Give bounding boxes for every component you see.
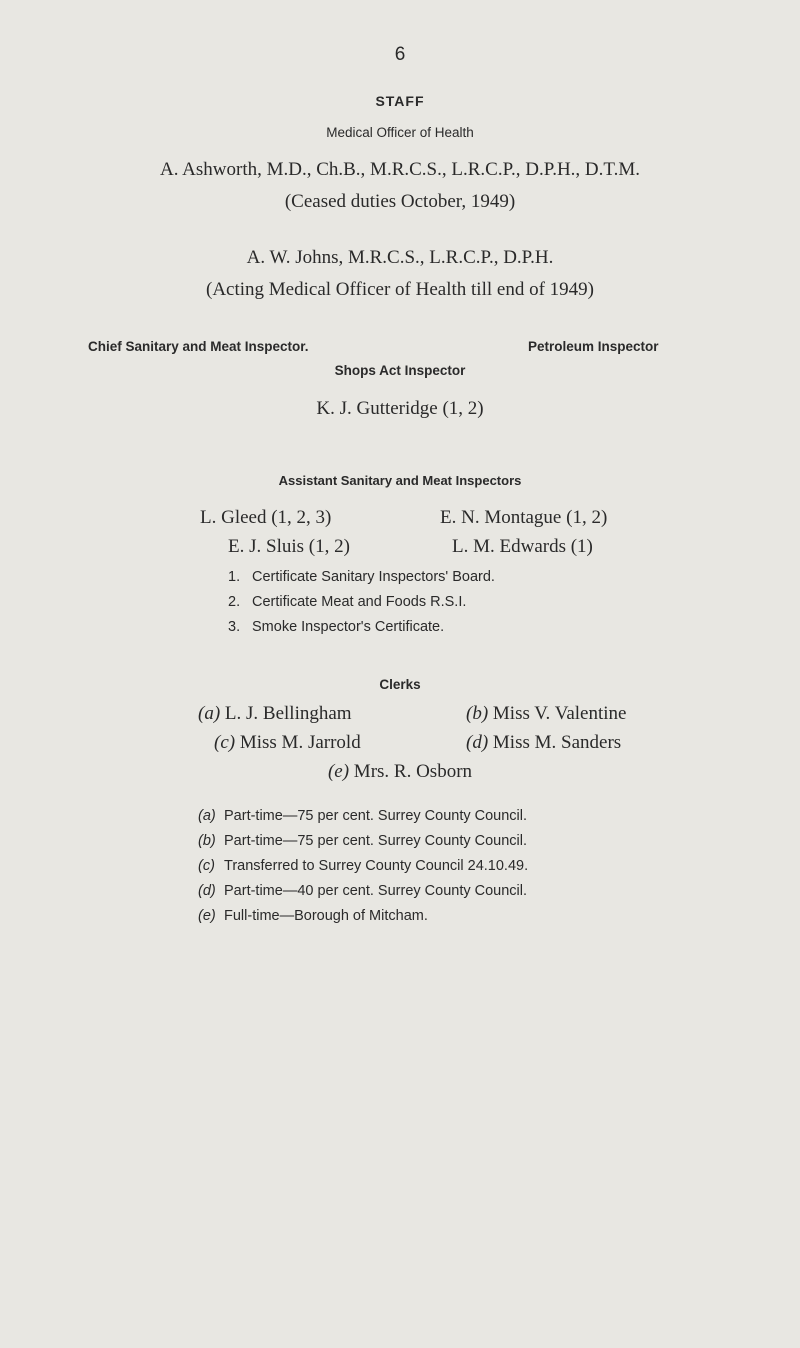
chief-title-line2: Shops Act Inspector (334, 363, 466, 378)
chief-title-part1: Chief Sanitary and Meat Inspector. (88, 339, 309, 354)
assistant-gleed: L. Gleed (1, 2, 3) (200, 507, 332, 528)
qualification-note: 2. Certificate Meat and Foods R.S.I. (228, 594, 467, 610)
clerk-note: (a) Part-time—75 per cent. Surrey County Council. (198, 808, 528, 824)
clerk-note: (c) Transferred to Surrey County Council 24.10.49. (198, 858, 529, 874)
assistants-title: Assistant Sanitary and Meat Inspectors (278, 473, 522, 488)
page-number: 6 (394, 44, 406, 65)
clerk-note: (b) Part-time—75 per cent. Surrey County Council. (198, 833, 528, 849)
assistant-sluis: E. J. Sluis (1, 2) (228, 536, 350, 557)
clerk-note: (e) Full-time—Borough of Mitcham. (198, 908, 428, 924)
chief-name: K. J. Gutteridge (1, 2) (316, 398, 484, 419)
clerks-title: Clerks (379, 677, 421, 692)
assistant-montague: E. N. Montague (1, 2) (440, 507, 608, 528)
moh-name-2: A. W. Johns, M.R.C.S., L.R.C.P., D.P.H. (246, 247, 554, 268)
clerk-b: (b) Miss V. Valentine (466, 703, 627, 724)
moh-name-1: A. Ashworth, M.D., Ch.B., M.R.C.S., L.R.C.P., D.P.H., D.T.M. (159, 159, 640, 180)
clerk-d: (d) Miss M. Sanders (466, 732, 622, 753)
moh-note-2: (Acting Medical Officer of Health till end of 1949) (206, 279, 594, 300)
moh-note-1: (Ceased duties October, 1949) (284, 191, 516, 212)
qualification-note: 3. Smoke Inspector's Certificate. (228, 619, 445, 635)
clerk-note: (d) Part-time—40 per cent. Surrey County Council. (198, 883, 528, 899)
assistant-edwards: L. M. Edwards (1) (452, 536, 593, 557)
moh-title: Medical Officer of Health (326, 125, 474, 140)
page-heading: STAFF (375, 93, 425, 109)
chief-title-part2: Petroleum Inspector (528, 339, 659, 354)
qualification-note: 1. Certificate Sanitary Inspectors' Board. (228, 569, 495, 585)
clerk-c: (c) Miss M. Jarrold (214, 732, 361, 753)
clerk-e: (e) Mrs. R. Osborn (327, 761, 473, 782)
clerk-a: (a) L. J. Bellingham (198, 703, 352, 724)
